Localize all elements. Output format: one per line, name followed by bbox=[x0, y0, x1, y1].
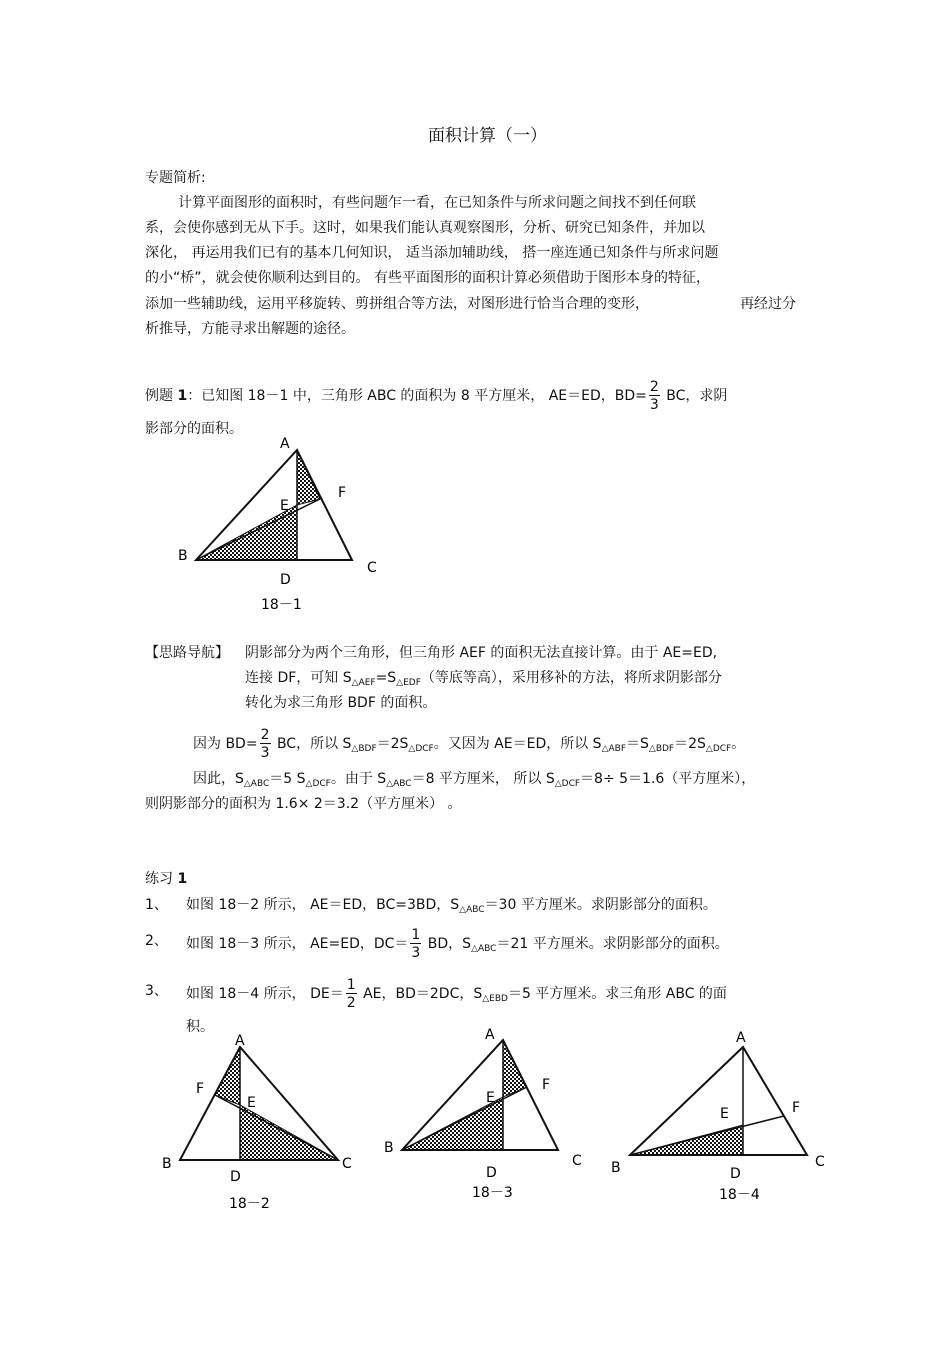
point-label: D bbox=[486, 1165, 497, 1181]
point-label: E bbox=[247, 1095, 256, 1111]
point-label: F bbox=[542, 1077, 551, 1093]
point-label: B bbox=[178, 548, 188, 564]
text-part: =S bbox=[375, 670, 397, 686]
fraction bbox=[260, 728, 271, 760]
point-label: C bbox=[342, 1156, 352, 1172]
point-label: A bbox=[736, 1030, 746, 1046]
question-number: 2、 bbox=[145, 933, 168, 949]
text-part: ＝2S bbox=[674, 736, 706, 752]
text-part: ＝8 平方厘米， 所以 S bbox=[411, 771, 555, 787]
subscript: △ABC bbox=[386, 779, 412, 789]
text-part: 连接 DF，可知 S bbox=[245, 670, 352, 686]
denominator: 3 bbox=[260, 745, 270, 761]
figure-caption: 18－2 bbox=[229, 1196, 270, 1212]
subscript: △DCF bbox=[305, 779, 331, 789]
example-1-text bbox=[145, 380, 727, 412]
subscript: △ABC bbox=[459, 905, 485, 915]
analysis-line bbox=[193, 728, 745, 762]
subscript: △EBD bbox=[482, 994, 508, 1004]
denominator: 3 bbox=[649, 397, 659, 413]
example-text-part: BC，求阴 bbox=[661, 388, 728, 404]
numerator: 1 bbox=[411, 927, 421, 943]
text-part: BD，S bbox=[423, 936, 472, 952]
example-text-part: ：已知图 18－1 中，三角形 ABC 的面积为 8 平方厘米， AE＝ED，BD= bbox=[187, 388, 647, 404]
text-part: ＝30 平方厘米。求阴影部分的面积。 bbox=[484, 897, 717, 913]
practice-heading bbox=[145, 866, 187, 892]
figure-caption: 18－4 bbox=[719, 1187, 760, 1203]
subscript: △BDF bbox=[648, 744, 675, 754]
question-1 bbox=[186, 892, 717, 923]
text-part: AE，BD＝2DC，S bbox=[358, 986, 483, 1002]
point-label: A bbox=[280, 436, 290, 452]
text-part: ＝5 平方厘米。求三角形 ABC 的面 bbox=[507, 986, 727, 1002]
point-label: B bbox=[611, 1160, 621, 1176]
text-part: ＝5 S bbox=[269, 771, 306, 787]
text-part: （等底等高），采用移补的方法，将所求阴影部分 bbox=[420, 670, 722, 686]
figure-caption: 18－1 bbox=[261, 597, 302, 613]
point-label: D bbox=[230, 1169, 241, 1185]
text-part: 。又因为 AE＝ED，所以 S bbox=[433, 736, 602, 752]
practice-number: 1 bbox=[177, 871, 188, 887]
point-label: D bbox=[730, 1166, 741, 1182]
subscript: △DCF bbox=[554, 779, 581, 789]
text-part: ＝8÷ 5＝1.6（平方厘米）， bbox=[580, 771, 756, 787]
analysis-line: 阴影部分为两个三角形，但三角形 AEF 的面积无法直接计算。由于 AE=ED, bbox=[245, 645, 718, 661]
analysis-line: 转化为求三角形 BDF 的面积。 bbox=[245, 695, 437, 711]
point-label: E bbox=[720, 1106, 729, 1122]
point-label: C bbox=[367, 560, 377, 576]
example-label: 例题 bbox=[145, 388, 173, 404]
text-part: 如图 18－3 所示， AE=ED，DC＝ bbox=[186, 936, 409, 952]
text-part: ＝21 平方厘米。求阴影部分的面积。 bbox=[496, 936, 729, 952]
point-label: E bbox=[486, 1090, 495, 1106]
text-part: ＝2S bbox=[376, 736, 409, 752]
text-part: 如图 18－4 所示， DE＝ bbox=[186, 986, 344, 1002]
intro-line: 的小“桥”，就会使你顺利达到目的。 有些平面图形的面积计算必须借助于图形本身的特征， bbox=[145, 270, 710, 286]
point-label: C bbox=[815, 1154, 825, 1170]
figure-18-4 bbox=[605, 1020, 835, 1210]
numerator: 1 bbox=[346, 977, 356, 993]
point-label: A bbox=[485, 1027, 495, 1043]
subscript: △ABC bbox=[243, 779, 270, 789]
denominator: 2 bbox=[346, 995, 356, 1011]
intro-line: 计算平面图形的面积时，有些问题乍一看，在已知条件与所求问题之间找不到任何联 bbox=[178, 195, 696, 211]
fraction bbox=[649, 380, 660, 412]
point-label: C bbox=[572, 1153, 582, 1169]
subscript: △BDF bbox=[351, 744, 377, 754]
figure-18-3 bbox=[375, 1020, 595, 1210]
point-label: B bbox=[384, 1140, 394, 1156]
figure-caption: 18－3 bbox=[472, 1185, 513, 1201]
text-part: 因为 BD= bbox=[193, 736, 258, 752]
text-part: 。 bbox=[731, 736, 746, 752]
point-label: F bbox=[792, 1100, 801, 1116]
denominator: 3 bbox=[411, 945, 421, 961]
page-title: 面积计算（一） bbox=[428, 126, 547, 146]
example-number: 1 bbox=[177, 388, 188, 404]
point-label: A bbox=[235, 1033, 245, 1049]
question-2 bbox=[186, 928, 729, 962]
numerator: 2 bbox=[260, 727, 270, 743]
text-part: 。由于 S bbox=[330, 771, 387, 787]
intro-line: 添加一些辅助线，运用平移旋转、剪拼组合等方法，对图形进行恰当合理的变形， bbox=[145, 296, 649, 312]
intro-line: 系，会使你感到无从下手。这时，如果我们能认真观察图形，分析、研究已知条件，并加以 bbox=[145, 220, 705, 236]
point-label: F bbox=[338, 485, 347, 501]
subscript: △EDF bbox=[396, 678, 421, 688]
question-3-line2: 积。 bbox=[186, 1019, 214, 1035]
intro-heading: 专题简析: bbox=[145, 170, 206, 186]
question-3 bbox=[186, 978, 727, 1012]
point-label: B bbox=[162, 1156, 172, 1172]
fraction bbox=[410, 928, 421, 960]
subscript: △ABF bbox=[601, 744, 627, 754]
practice-label: 练习 bbox=[145, 871, 173, 887]
example-1-line2: 影部分的面积。 bbox=[145, 421, 243, 437]
intro-line: 深化， 再运用我们已有的基本几何知识， 适当添加辅助线， 搭一座连通已知条件与所求问题 bbox=[145, 245, 719, 261]
text-part: 因此，S bbox=[193, 771, 244, 787]
question-number: 3、 bbox=[145, 983, 168, 999]
numerator: 2 bbox=[649, 379, 659, 395]
point-label: D bbox=[280, 572, 291, 588]
subscript: △AEF bbox=[351, 678, 376, 688]
subscript: △ABC bbox=[471, 944, 497, 954]
point-label: F bbox=[196, 1081, 205, 1097]
question-number: 1、 bbox=[145, 897, 168, 913]
intro-line: 析推导，方能寻求出解题的途径。 bbox=[145, 321, 355, 337]
text-part: BC，所以 S bbox=[272, 736, 352, 752]
intro-line-tail: 再经过分 bbox=[740, 296, 796, 312]
text-part: ＝S bbox=[626, 736, 649, 752]
figure-18-2 bbox=[155, 1025, 370, 1215]
subscript: △DCF bbox=[408, 744, 434, 754]
fraction bbox=[346, 978, 357, 1010]
figure-18-1 bbox=[170, 430, 400, 620]
point-label: E bbox=[280, 498, 289, 514]
subscript: △DCF bbox=[705, 744, 732, 754]
analysis-label: 【思路导航】 bbox=[145, 645, 229, 661]
analysis-line: 则阴影部分的面积为 1.6× 2＝3.2（平方厘米） 。 bbox=[145, 796, 462, 812]
text-part: 如图 18－2 所示， AE＝ED，BC=3BD，S bbox=[186, 897, 460, 913]
